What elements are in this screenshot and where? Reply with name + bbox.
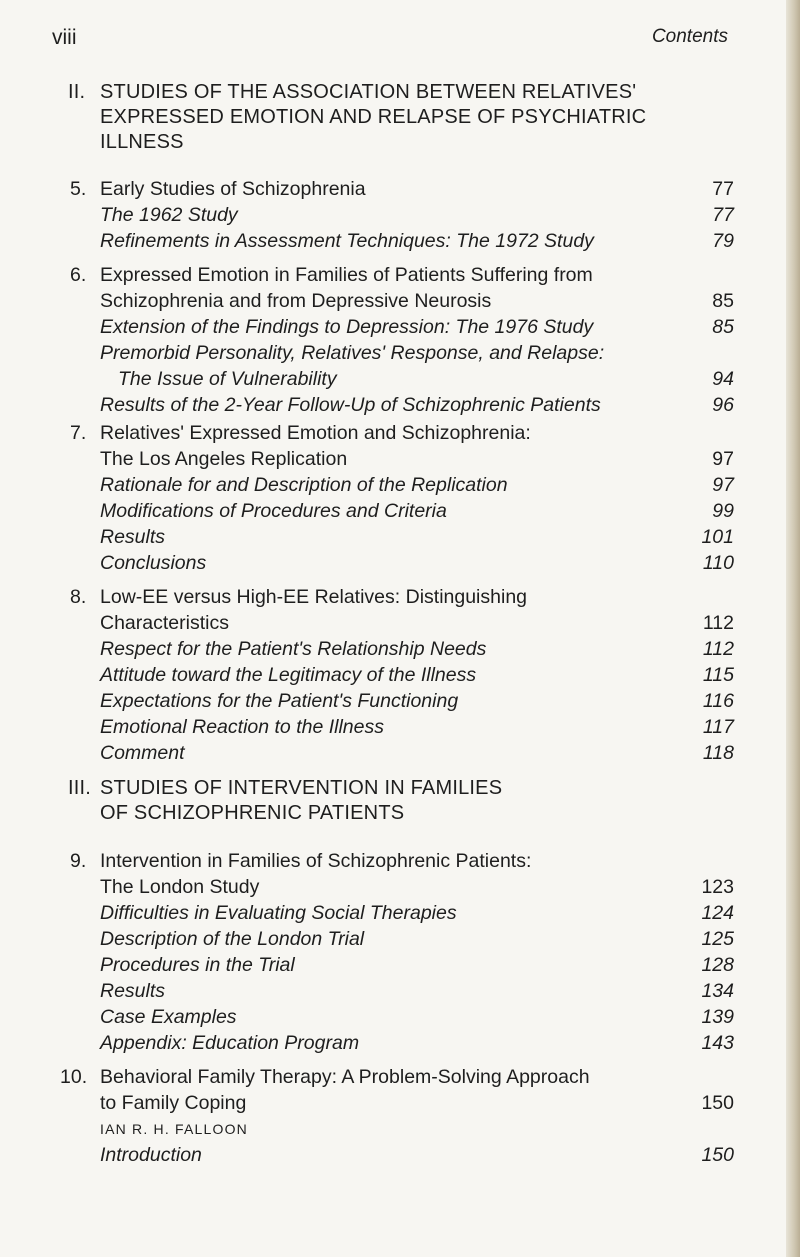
page-ref: 125 <box>701 928 734 950</box>
chapter-number: 9. <box>70 850 87 872</box>
section-title: Premorbid Personality, Relatives' Response, and Relapse: <box>100 342 605 364</box>
chapter-title: Behavioral Family Therapy: A Problem-Solving Approach <box>100 1066 590 1088</box>
toc-section[interactable] <box>70 952 734 978</box>
toc-section[interactable] <box>70 978 734 1004</box>
toc-entry[interactable] <box>60 1064 734 1090</box>
part-title-line: STUDIES OF THE ASSOCIATION BETWEEN RELATIVES' <box>100 81 637 103</box>
section-title: Modifications of Procedures and Criteria <box>100 500 447 522</box>
part-title-line: EXPRESSED EMOTION AND RELAPSE OF PSYCHIATRIC <box>100 106 647 128</box>
page-ref: 118 <box>702 742 734 764</box>
toc-entry-cont[interactable] <box>70 610 734 636</box>
chapter-author: IAN R. H. FALLOON <box>100 1121 248 1137</box>
page-ref: 97 <box>712 448 734 470</box>
toc-section[interactable] <box>70 900 734 926</box>
section-title: The Issue of Vulnerability <box>118 368 337 390</box>
section-title: Appendix: Education Program <box>100 1032 360 1054</box>
chapter-9 <box>70 848 734 1056</box>
page-ref: 112 <box>702 638 734 660</box>
chapter-10 <box>60 1064 734 1168</box>
toc-section[interactable] <box>70 740 734 766</box>
chapter-number: 6. <box>70 264 87 286</box>
page-ref: 150 <box>701 1144 734 1166</box>
page-ref: 139 <box>701 1006 734 1028</box>
section-title: Respect for the Patient's Relationship Needs <box>100 638 487 660</box>
toc-section[interactable] <box>70 472 734 498</box>
page-ref: 110 <box>702 552 734 574</box>
page-ref: 117 <box>702 716 734 738</box>
toc-section[interactable] <box>70 1004 734 1030</box>
toc-author <box>70 1116 734 1142</box>
part-number: II. <box>68 81 86 103</box>
page-ref: 128 <box>701 954 734 976</box>
section-title: Case Examples <box>100 1006 237 1028</box>
page-header <box>52 26 728 56</box>
chapter-title: Characteristics <box>100 612 229 634</box>
section-title: Procedures in the Trial <box>100 954 295 976</box>
toc-section[interactable] <box>70 550 734 576</box>
section-title: Introduction <box>100 1144 202 1166</box>
section-title: Extension of the Findings to Depression: The 1976 Study <box>100 316 594 338</box>
page-ref: 143 <box>701 1032 734 1054</box>
chapter-title: Low-EE versus High-EE Relatives: Distinguishing <box>100 586 528 608</box>
toc-section[interactable] <box>70 926 734 952</box>
page-ref: 85 <box>712 290 734 312</box>
toc-section[interactable] <box>70 340 734 366</box>
part-title-line: ILLNESS <box>100 131 184 153</box>
section-title: Emotional Reaction to the Illness <box>100 716 384 738</box>
toc-section[interactable] <box>70 524 734 550</box>
toc-entry-cont[interactable] <box>70 288 734 314</box>
page-ref: 124 <box>701 902 734 924</box>
toc-entry[interactable] <box>70 176 734 202</box>
page-number: viii <box>52 26 77 49</box>
page-ref: 79 <box>712 230 734 252</box>
page-ref: 94 <box>712 368 734 390</box>
chapter-8 <box>70 584 734 766</box>
part-number: III. <box>68 777 92 799</box>
toc-section[interactable] <box>70 662 734 688</box>
page-ref: 116 <box>702 690 734 712</box>
chapter-title: The Los Angeles Replication <box>100 448 348 470</box>
chapter-title: Expressed Emotion in Families of Patients Suffering from <box>100 264 593 286</box>
toc-section[interactable] <box>70 314 734 340</box>
section-title: Difficulties in Evaluating Social Therapies <box>100 902 457 924</box>
toc-section[interactable] <box>70 228 734 254</box>
section-title: Conclusions <box>100 552 207 574</box>
part-heading-iii <box>68 776 728 826</box>
part-title-line: STUDIES OF INTERVENTION IN FAMILIES <box>100 777 503 799</box>
section-title: The 1962 Study <box>100 204 238 226</box>
section-title: Results of the 2-Year Follow-Up of Schizophrenic Patients <box>100 394 601 416</box>
page-ref: 96 <box>712 394 734 416</box>
toc-entry[interactable] <box>70 848 734 874</box>
toc-entry[interactable] <box>70 262 734 288</box>
section-title: Expectations for the Patient's Functioning <box>100 690 459 712</box>
toc-section[interactable] <box>70 392 734 418</box>
chapter-number: 8. <box>70 586 87 608</box>
page-ref: 99 <box>712 500 734 522</box>
toc-entry-cont[interactable] <box>70 446 734 472</box>
page-ref: 123 <box>701 876 734 898</box>
page-ref: 115 <box>702 664 734 686</box>
page-ref: 150 <box>701 1092 734 1114</box>
chapter-title: Schizophrenia and from Depressive Neurosis <box>100 290 492 312</box>
toc-entry[interactable] <box>70 584 734 610</box>
toc-section[interactable] <box>70 714 734 740</box>
running-title: Contents <box>651 26 728 47</box>
toc-section[interactable] <box>70 202 734 228</box>
toc-section-cont[interactable] <box>70 366 734 392</box>
chapter-number: 5. <box>70 178 87 200</box>
page-ref: 77 <box>712 204 734 226</box>
part-heading-ii <box>68 80 728 155</box>
part-title-line: OF SCHIZOPHRENIC PATIENTS <box>100 802 405 824</box>
chapter-title: Intervention in Families of Schizophrenic Patients: <box>100 850 532 872</box>
toc-section[interactable] <box>70 498 734 524</box>
page-ref: 97 <box>712 474 734 496</box>
page-ref: 85 <box>712 316 734 338</box>
chapter-number: 10. <box>60 1066 88 1088</box>
chapter-title: Relatives' Expressed Emotion and Schizophrenia: <box>100 422 531 444</box>
toc-entry[interactable] <box>70 420 734 446</box>
section-title: Attitude toward the Legitimacy of the Illness <box>100 664 477 686</box>
page-ref: 134 <box>701 980 734 1002</box>
toc-entry-cont[interactable] <box>70 874 734 900</box>
section-title: Results <box>100 526 166 548</box>
chapter-6 <box>70 262 734 418</box>
section-title: Description of the London Trial <box>100 928 365 950</box>
page-ref: 77 <box>712 178 734 200</box>
section-title: Results <box>100 980 166 1002</box>
chapter-title: Early Studies of Schizophrenia <box>100 178 366 200</box>
page-ref: 101 <box>701 526 734 548</box>
toc-section[interactable] <box>70 688 734 714</box>
chapter-title: The London Study <box>100 876 260 898</box>
page-ref: 112 <box>702 612 734 634</box>
toc-section[interactable] <box>70 1142 734 1168</box>
toc-section[interactable] <box>70 1030 734 1056</box>
toc-entry-cont[interactable] <box>70 1090 734 1116</box>
section-title: Comment <box>100 742 185 764</box>
toc-section[interactable] <box>70 636 734 662</box>
section-title: Refinements in Assessment Techniques: The 1972 Study <box>100 230 594 252</box>
page-edge <box>786 0 800 1257</box>
section-title: Rationale for and Description of the Replication <box>100 474 508 496</box>
chapter-number: 7. <box>70 422 87 444</box>
chapter-title: to Family Coping <box>100 1092 247 1114</box>
chapter-7 <box>70 420 734 576</box>
chapter-5 <box>70 176 734 254</box>
